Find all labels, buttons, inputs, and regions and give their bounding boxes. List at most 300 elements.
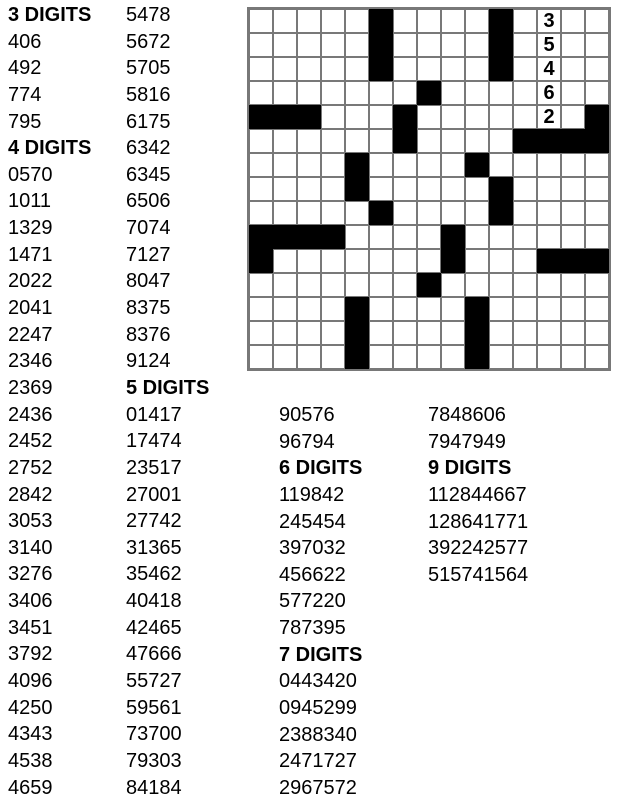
digit-section-header: 7 DIGITS xyxy=(279,643,363,666)
grid-black-cell xyxy=(441,249,465,273)
grid-empty-cell[interactable] xyxy=(417,345,441,369)
digit-list-number: 3276 xyxy=(8,563,53,586)
digit-list-number: 397032 xyxy=(279,537,346,560)
grid-empty-cell[interactable] xyxy=(513,81,537,105)
grid-empty-cell[interactable] xyxy=(441,9,465,33)
grid-empty-cell[interactable] xyxy=(321,153,345,177)
grid-empty-cell[interactable] xyxy=(441,297,465,321)
grid-empty-cell[interactable] xyxy=(465,81,489,105)
grid-empty-cell[interactable] xyxy=(393,345,417,369)
grid-empty-cell[interactable] xyxy=(561,57,585,81)
grid-empty-cell[interactable] xyxy=(465,249,489,273)
grid-black-cell xyxy=(489,33,513,57)
grid-empty-cell[interactable] xyxy=(537,273,561,297)
digit-list-column-2 xyxy=(126,2,209,801)
grid-empty-cell[interactable] xyxy=(441,177,465,201)
digit-list-number: 128641771 xyxy=(428,510,529,533)
grid-empty-cell[interactable] xyxy=(417,201,441,225)
grid-empty-cell[interactable] xyxy=(345,105,369,129)
grid-black-cell xyxy=(249,249,273,273)
grid-empty-cell[interactable] xyxy=(345,249,369,273)
grid-black-cell xyxy=(345,321,369,345)
grid-empty-cell[interactable] xyxy=(585,225,609,249)
digit-list-number: 5816 xyxy=(126,83,171,106)
grid-empty-cell[interactable] xyxy=(249,321,273,345)
grid-empty-cell[interactable] xyxy=(489,153,513,177)
grid-empty-cell[interactable] xyxy=(561,297,585,321)
grid-black-cell xyxy=(273,225,297,249)
grid-empty-cell[interactable] xyxy=(489,225,513,249)
digit-list-number: 1471 xyxy=(8,243,53,266)
grid-empty-cell[interactable] xyxy=(561,33,585,57)
grid-empty-cell[interactable] xyxy=(489,273,513,297)
grid-empty-cell[interactable] xyxy=(489,81,513,105)
grid-empty-cell[interactable] xyxy=(465,9,489,33)
grid-empty-cell[interactable] xyxy=(561,321,585,345)
digit-list-number: 2388340 xyxy=(279,723,357,746)
grid-black-cell xyxy=(393,105,417,129)
grid-empty-cell[interactable] xyxy=(513,9,537,33)
digit-list-number: 4659 xyxy=(8,776,53,799)
grid-empty-cell[interactable] xyxy=(513,225,537,249)
grid-empty-cell[interactable] xyxy=(537,321,561,345)
grid-empty-cell[interactable] xyxy=(513,273,537,297)
grid-empty-cell[interactable] xyxy=(513,57,537,81)
digit-list-number: 787395 xyxy=(279,617,346,640)
grid-empty-cell[interactable] xyxy=(393,249,417,273)
grid-empty-cell[interactable] xyxy=(585,33,609,57)
digit-list-number: 96794 xyxy=(279,430,335,453)
grid-empty-cell[interactable] xyxy=(513,177,537,201)
digit-list-number: 79303 xyxy=(126,749,182,772)
grid-empty-cell[interactable] xyxy=(393,153,417,177)
digit-list-number: 4538 xyxy=(8,749,53,772)
grid-black-cell xyxy=(345,177,369,201)
grid-empty-cell[interactable] xyxy=(321,57,345,81)
grid-empty-cell[interactable] xyxy=(273,177,297,201)
grid-empty-cell[interactable] xyxy=(561,81,585,105)
grid-empty-cell[interactable] xyxy=(537,297,561,321)
grid-empty-cell[interactable] xyxy=(585,81,609,105)
grid-black-cell xyxy=(537,129,561,153)
grid-empty-cell[interactable] xyxy=(393,9,417,33)
grid-empty-cell[interactable] xyxy=(321,345,345,369)
grid-empty-cell[interactable] xyxy=(393,177,417,201)
grid-empty-cell[interactable] xyxy=(585,153,609,177)
grid-empty-cell[interactable] xyxy=(441,201,465,225)
grid-black-cell xyxy=(585,249,609,273)
grid-empty-cell[interactable] xyxy=(297,153,321,177)
grid-empty-cell[interactable] xyxy=(297,297,321,321)
grid-empty-cell[interactable] xyxy=(273,9,297,33)
grid-empty-cell[interactable] xyxy=(465,129,489,153)
digit-list-number: 2452 xyxy=(8,430,53,453)
grid-black-cell xyxy=(537,249,561,273)
digit-section-header: 4 DIGITS xyxy=(8,137,92,160)
grid-empty-cell[interactable] xyxy=(417,105,441,129)
grid-empty-cell[interactable] xyxy=(441,33,465,57)
grid-empty-cell[interactable] xyxy=(321,129,345,153)
grid-empty-cell[interactable] xyxy=(465,57,489,81)
digit-list-number: 577220 xyxy=(279,590,346,613)
grid-black-cell xyxy=(369,9,393,33)
grid-empty-cell[interactable] xyxy=(465,225,489,249)
puzzle-grid xyxy=(247,7,611,371)
grid-empty-cell[interactable] xyxy=(513,201,537,225)
grid-empty-cell[interactable] xyxy=(513,345,537,369)
grid-black-cell xyxy=(417,273,441,297)
grid-black-cell xyxy=(345,153,369,177)
grid-black-cell xyxy=(393,129,417,153)
digit-list-number: 774 xyxy=(8,83,42,106)
grid-empty-cell[interactable] xyxy=(561,9,585,33)
grid-empty-cell[interactable] xyxy=(585,57,609,81)
grid-empty-cell[interactable] xyxy=(249,33,273,57)
digit-list-number: 59561 xyxy=(126,696,182,719)
grid-empty-cell[interactable] xyxy=(345,57,369,81)
grid-empty-cell[interactable] xyxy=(441,273,465,297)
grid-empty-cell[interactable] xyxy=(249,201,273,225)
grid-empty-cell[interactable] xyxy=(369,249,393,273)
digit-list-column-4 xyxy=(428,402,528,588)
digit-list-number: 0443420 xyxy=(279,670,357,693)
digit-list-number: 4343 xyxy=(8,723,53,746)
grid-empty-cell[interactable] xyxy=(489,345,513,369)
digit-list-number: 119842 xyxy=(279,483,345,506)
grid-empty-cell[interactable] xyxy=(393,57,417,81)
grid-black-cell xyxy=(465,297,489,321)
grid-black-cell xyxy=(465,345,489,369)
grid-black-cell xyxy=(249,225,273,249)
grid-black-cell xyxy=(585,105,609,129)
digit-list-number: 112844667 xyxy=(428,483,527,506)
digit-list-number: 2022 xyxy=(8,270,53,293)
grid-empty-cell[interactable] xyxy=(321,81,345,105)
digit-list-number: 8375 xyxy=(126,297,171,320)
grid-empty-cell[interactable] xyxy=(369,177,393,201)
grid-empty-cell[interactable] xyxy=(537,225,561,249)
grid-empty-cell[interactable] xyxy=(297,81,321,105)
grid-empty-cell[interactable] xyxy=(417,297,441,321)
grid-empty-cell[interactable] xyxy=(345,81,369,105)
grid-empty-cell[interactable] xyxy=(297,249,321,273)
grid-black-cell xyxy=(465,321,489,345)
grid-empty-cell[interactable] xyxy=(393,201,417,225)
digit-list-number: 31365 xyxy=(126,536,182,559)
grid-empty-cell[interactable] xyxy=(393,297,417,321)
grid-empty-cell[interactable] xyxy=(321,33,345,57)
grid-empty-cell[interactable] xyxy=(441,153,465,177)
grid-empty-cell[interactable] xyxy=(465,105,489,129)
grid-empty-cell[interactable] xyxy=(513,321,537,345)
digit-list-number: 0570 xyxy=(8,163,53,186)
digit-list-number: 6342 xyxy=(126,137,171,160)
grid-empty-cell[interactable] xyxy=(489,297,513,321)
grid-empty-cell[interactable] xyxy=(321,297,345,321)
grid-empty-cell[interactable] xyxy=(273,129,297,153)
digit-list-number: 5672 xyxy=(126,30,171,53)
grid-empty-cell[interactable] xyxy=(585,297,609,321)
grid-empty-cell[interactable] xyxy=(417,177,441,201)
grid-empty-cell[interactable] xyxy=(273,57,297,81)
grid-empty-cell[interactable] xyxy=(369,81,393,105)
digit-list-number: 795 xyxy=(8,110,42,133)
digit-list-number: 392242577 xyxy=(428,537,529,560)
digit-list-number: 6175 xyxy=(126,110,171,133)
digit-list-number: 2967572 xyxy=(279,776,357,799)
grid-empty-cell[interactable] xyxy=(273,321,297,345)
digit-list-number: 2471727 xyxy=(279,750,357,773)
grid-empty-cell[interactable] xyxy=(369,297,393,321)
grid-black-cell xyxy=(561,249,585,273)
digit-list-number: 456622 xyxy=(279,563,346,586)
grid-empty-cell[interactable] xyxy=(249,129,273,153)
grid-empty-cell[interactable] xyxy=(465,177,489,201)
digit-list-number: 3792 xyxy=(8,643,53,666)
grid-empty-cell[interactable] xyxy=(249,177,273,201)
grid-empty-cell[interactable] xyxy=(321,105,345,129)
digit-list-number: 2842 xyxy=(8,483,53,506)
grid-black-cell xyxy=(489,177,513,201)
grid-empty-cell[interactable] xyxy=(585,273,609,297)
digit-list-number: 3406 xyxy=(8,590,53,613)
grid-empty-cell[interactable] xyxy=(393,321,417,345)
grid-empty-cell[interactable] xyxy=(513,105,537,129)
grid-empty-cell[interactable] xyxy=(417,153,441,177)
grid-prefilled-cell: 6 xyxy=(537,81,561,105)
grid-black-cell xyxy=(321,225,345,249)
digit-list-number: 7848606 xyxy=(428,404,506,426)
grid-empty-cell[interactable] xyxy=(321,249,345,273)
grid-empty-cell[interactable] xyxy=(465,201,489,225)
grid-black-cell xyxy=(417,81,441,105)
digit-list-number: 01417 xyxy=(126,403,182,426)
digit-list-number: 90576 xyxy=(279,404,335,426)
digit-list-number: 0945299 xyxy=(279,697,357,720)
grid-empty-cell[interactable] xyxy=(561,273,585,297)
grid-empty-cell[interactable] xyxy=(345,129,369,153)
grid-empty-cell[interactable] xyxy=(369,153,393,177)
digit-list-number: 515741564 xyxy=(428,563,529,586)
digit-list-number: 2436 xyxy=(8,403,53,426)
grid-empty-cell[interactable] xyxy=(417,321,441,345)
grid-empty-cell[interactable] xyxy=(345,9,369,33)
grid-empty-cell[interactable] xyxy=(513,297,537,321)
grid-empty-cell[interactable] xyxy=(273,33,297,57)
digit-list-number: 7127 xyxy=(126,243,171,266)
grid-empty-cell[interactable] xyxy=(297,177,321,201)
grid-empty-cell[interactable] xyxy=(273,345,297,369)
grid-empty-cell[interactable] xyxy=(441,129,465,153)
grid-empty-cell[interactable] xyxy=(345,225,369,249)
grid-empty-cell[interactable] xyxy=(489,249,513,273)
digit-list-column-3 xyxy=(279,402,362,802)
digit-list-number: 406 xyxy=(8,30,42,53)
digit-section-header: 9 DIGITS xyxy=(428,457,512,480)
grid-black-cell xyxy=(513,129,537,153)
digit-list-number: 7947949 xyxy=(428,430,506,453)
grid-empty-cell[interactable] xyxy=(417,225,441,249)
grid-empty-cell[interactable] xyxy=(249,81,273,105)
grid-empty-cell[interactable] xyxy=(393,225,417,249)
grid-empty-cell[interactable] xyxy=(537,201,561,225)
digit-list-number: 4250 xyxy=(8,696,53,719)
digit-list-number: 2247 xyxy=(8,323,53,346)
grid-empty-cell[interactable] xyxy=(561,177,585,201)
grid-empty-cell[interactable] xyxy=(393,81,417,105)
grid-empty-cell[interactable] xyxy=(249,297,273,321)
digit-list-number: 73700 xyxy=(126,723,182,746)
grid-prefilled-cell: 2 xyxy=(537,105,561,129)
grid-black-cell xyxy=(561,129,585,153)
grid-empty-cell[interactable] xyxy=(561,105,585,129)
grid-empty-cell[interactable] xyxy=(321,9,345,33)
grid-empty-cell[interactable] xyxy=(537,177,561,201)
digit-list-number: 9124 xyxy=(126,350,171,373)
grid-empty-cell[interactable] xyxy=(297,57,321,81)
grid-empty-cell[interactable] xyxy=(561,225,585,249)
grid-black-cell xyxy=(489,201,513,225)
digit-list-number: 42465 xyxy=(126,616,182,639)
grid-black-cell xyxy=(297,225,321,249)
grid-empty-cell[interactable] xyxy=(417,9,441,33)
digit-list-number: 6345 xyxy=(126,163,171,186)
grid-empty-cell[interactable] xyxy=(489,105,513,129)
grid-empty-cell[interactable] xyxy=(297,273,321,297)
grid-empty-cell[interactable] xyxy=(441,81,465,105)
grid-empty-cell[interactable] xyxy=(321,201,345,225)
grid-empty-cell[interactable] xyxy=(441,57,465,81)
grid-prefilled-cell: 4 xyxy=(537,57,561,81)
grid-empty-cell[interactable] xyxy=(585,345,609,369)
grid-empty-cell[interactable] xyxy=(585,201,609,225)
digit-list-number: 4096 xyxy=(8,670,53,693)
grid-empty-cell[interactable] xyxy=(489,129,513,153)
digit-list-number: 2041 xyxy=(8,297,53,320)
grid-empty-cell[interactable] xyxy=(561,345,585,369)
grid-empty-cell[interactable] xyxy=(297,129,321,153)
digit-section-header: 5 DIGITS xyxy=(126,376,210,399)
grid-black-cell xyxy=(465,153,489,177)
grid-empty-cell[interactable] xyxy=(537,345,561,369)
digit-list-number: 55727 xyxy=(126,670,182,693)
grid-empty-cell[interactable] xyxy=(585,177,609,201)
grid-empty-cell[interactable] xyxy=(297,33,321,57)
digit-list-number: 8376 xyxy=(126,323,171,346)
grid-empty-cell[interactable] xyxy=(345,33,369,57)
grid-empty-cell[interactable] xyxy=(489,321,513,345)
grid-black-cell xyxy=(249,105,273,129)
grid-black-cell xyxy=(489,9,513,33)
grid-empty-cell[interactable] xyxy=(321,177,345,201)
grid-empty-cell[interactable] xyxy=(345,273,369,297)
grid-empty-cell[interactable] xyxy=(369,225,393,249)
digit-list-number: 245454 xyxy=(279,510,346,533)
grid-empty-cell[interactable] xyxy=(297,345,321,369)
grid-empty-cell[interactable] xyxy=(441,345,465,369)
grid-black-cell xyxy=(345,345,369,369)
grid-black-cell xyxy=(297,105,321,129)
grid-empty-cell[interactable] xyxy=(297,201,321,225)
grid-empty-cell[interactable] xyxy=(273,81,297,105)
digit-list-number: 3140 xyxy=(8,536,53,559)
digit-list-number: 17474 xyxy=(126,430,182,453)
grid-empty-cell[interactable] xyxy=(249,345,273,369)
grid-black-cell xyxy=(273,105,297,129)
digit-list-number: 8047 xyxy=(126,270,171,293)
grid-empty-cell[interactable] xyxy=(513,33,537,57)
grid-black-cell xyxy=(369,33,393,57)
digit-list-number: 492 xyxy=(8,57,42,80)
grid-empty-cell[interactable] xyxy=(441,105,465,129)
grid-empty-cell[interactable] xyxy=(417,249,441,273)
grid-black-cell xyxy=(345,297,369,321)
digit-list-number: 2752 xyxy=(8,456,53,479)
grid-empty-cell[interactable] xyxy=(369,273,393,297)
digit-list-number: 27742 xyxy=(126,510,182,533)
grid-empty-cell[interactable] xyxy=(393,33,417,57)
digit-list-number: 5705 xyxy=(126,57,171,80)
grid-empty-cell[interactable] xyxy=(297,321,321,345)
grid-empty-cell[interactable] xyxy=(585,9,609,33)
grid-empty-cell[interactable] xyxy=(513,249,537,273)
grid-empty-cell[interactable] xyxy=(249,153,273,177)
grid-black-cell xyxy=(369,57,393,81)
grid-empty-cell[interactable] xyxy=(561,153,585,177)
grid-empty-cell[interactable] xyxy=(273,297,297,321)
grid-empty-cell[interactable] xyxy=(273,153,297,177)
digit-list-number: 2346 xyxy=(8,350,53,373)
digit-list-number: 1329 xyxy=(8,217,53,240)
grid-black-cell xyxy=(489,57,513,81)
grid-empty-cell[interactable] xyxy=(393,273,417,297)
grid-empty-cell[interactable] xyxy=(561,201,585,225)
grid-empty-cell[interactable] xyxy=(369,345,393,369)
grid-empty-cell[interactable] xyxy=(321,273,345,297)
grid-empty-cell[interactable] xyxy=(369,321,393,345)
grid-empty-cell[interactable] xyxy=(537,153,561,177)
grid-empty-cell[interactable] xyxy=(249,57,273,81)
grid-empty-cell[interactable] xyxy=(273,273,297,297)
digit-section-header: 6 DIGITS xyxy=(279,457,363,480)
grid-empty-cell[interactable] xyxy=(345,201,369,225)
digit-list-number: 5478 xyxy=(126,4,171,26)
grid-empty-cell[interactable] xyxy=(465,273,489,297)
grid-empty-cell[interactable] xyxy=(513,153,537,177)
grid-empty-cell[interactable] xyxy=(585,321,609,345)
grid-empty-cell[interactable] xyxy=(273,249,297,273)
grid-empty-cell[interactable] xyxy=(441,321,465,345)
grid-empty-cell[interactable] xyxy=(297,9,321,33)
grid-empty-cell[interactable] xyxy=(465,33,489,57)
grid-empty-cell[interactable] xyxy=(417,33,441,57)
grid-prefilled-cell: 3 xyxy=(537,9,561,33)
digit-list-number: 3451 xyxy=(8,616,53,639)
digit-list-number: 3053 xyxy=(8,510,53,533)
grid-empty-cell[interactable] xyxy=(417,57,441,81)
grid-empty-cell[interactable] xyxy=(249,9,273,33)
grid-empty-cell[interactable] xyxy=(249,273,273,297)
digit-list-number: 23517 xyxy=(126,456,182,479)
grid-empty-cell[interactable] xyxy=(417,129,441,153)
grid-empty-cell[interactable] xyxy=(273,201,297,225)
grid-empty-cell[interactable] xyxy=(321,321,345,345)
grid-empty-cell[interactable] xyxy=(369,105,393,129)
grid-empty-cell[interactable] xyxy=(369,129,393,153)
digit-list-column-1 xyxy=(8,2,91,801)
digit-list-number: 1011 xyxy=(8,190,52,213)
grid-prefilled-cell: 5 xyxy=(537,33,561,57)
